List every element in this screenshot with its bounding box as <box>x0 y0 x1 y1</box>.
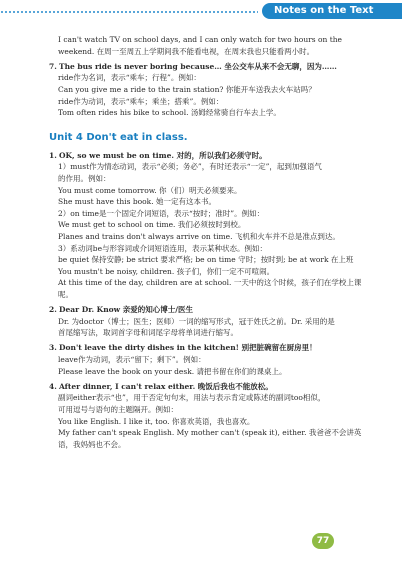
text-line: I can't watch TV on school days, and I can only watch for two hours on the <box>58 35 342 44</box>
text-line: Planes and trains don't always arrive on time. 飞机和火车并不总是准点到达。 <box>58 231 340 241</box>
unit-heading: Unit 4 Don't eat in class. <box>49 131 188 143</box>
note-number: 4. <box>49 381 57 391</box>
note-number: 7. <box>49 61 57 71</box>
header-dotted-rule <box>0 11 258 13</box>
text-line: 的作用。例如： <box>58 173 111 183</box>
note-heading <box>49 61 367 73</box>
note-heading-text: Don't leave the dirty dishes in the kitchen! 别把脏碗留在厨房里！ <box>59 343 317 353</box>
text-line: Can you give me a ride to the train station? 你能开车送我去火车站吗？ <box>58 84 316 94</box>
text-line: She must have this book. 她一定有这本书。 <box>58 197 216 207</box>
text-line: You must come tomorrow. 你（们）明天必须要来。 <box>58 185 242 195</box>
note-item-7 <box>49 61 367 119</box>
text-line: Tom often rides his bike to school. 汤姆经常骑自行车去上学。 <box>58 108 281 118</box>
note-heading-text: After dinner, I can't relax either. 晚饭后我也不能放松。 <box>59 381 273 391</box>
note-number: 1. <box>49 150 57 160</box>
text-line: 首尾缩写法，取词首字母和词尾字母将单词进行缩写。 <box>58 328 238 338</box>
text-line: ride作为名词，表示“乘车；行程”。例如： <box>58 73 201 83</box>
text-line: 1）must作为情态动词，表示“必须；务必”，有时还表示“一定”，起到加强语气 <box>58 162 322 172</box>
note-heading-text: OK, so we must be on time. 对的，所以我们必须守时。 <box>59 150 267 160</box>
note-heading <box>49 304 367 316</box>
text-line: weekend. 在周一至周五上学期间我不能看电视，在周末我也只能看两小时。 <box>58 46 315 56</box>
note-body <box>49 316 367 339</box>
text-line: leave作为动词，表示“留下；剩下”。例如： <box>58 355 206 365</box>
note-number: 3. <box>49 343 57 353</box>
text-line: ride作为动词，表示“乘车；乘坐；搭乘”。例如： <box>58 96 224 106</box>
note-body <box>49 72 367 118</box>
text-line: be quiet 保持安静; be strict 要求严格; be on time 守时；按时到; be at work 在上班 <box>58 255 354 265</box>
continuation-paragraph <box>49 34 367 57</box>
note-heading <box>49 342 367 354</box>
text-line: You like English. I like it, too. 你喜欢英语，我也喜欢。 <box>58 416 255 426</box>
note-item-4 <box>49 381 367 451</box>
text-line: Dr. 为doctor（博士；医生；医师）一词的缩写形式，冠于姓氏之前。Dr. 采用的是 <box>58 316 335 326</box>
text-line: 可用逗号与语句的主题隔开。例如： <box>58 405 178 414</box>
note-body <box>49 392 367 450</box>
note-body <box>49 161 367 300</box>
text-line: 语，我妈妈也不会。 <box>58 439 126 449</box>
note-heading <box>49 150 367 162</box>
note-heading <box>49 381 367 393</box>
text-line: We must get to school on time. 我们必须按时到校。 <box>58 220 246 230</box>
page-header <box>0 0 402 22</box>
page-number-badge: 77 <box>312 533 334 549</box>
note-heading-text: Dear Dr. Know 亲爱的知心博士/医生 <box>59 305 193 315</box>
text-line: Please leave the book on your desk. 请把书留在你们的课桌上。 <box>58 366 287 376</box>
note-item-1 <box>49 150 367 301</box>
text-line: You mustn't be noisy, children. 孩子们，你们一定不可喧闹。 <box>58 266 275 276</box>
note-heading-text: The bus ride is never boring because… 坐公交车从来不会无聊，因为…… <box>59 61 337 71</box>
text-line: 副词either表示“也”，用于否定句句末，用法与表示肯定或陈述的副词too相似， <box>58 393 326 403</box>
text-line: My father can't speak English. My mother can't (speak it), either. 我爸爸不会讲英 <box>58 428 362 438</box>
note-number: 2. <box>49 305 57 315</box>
note-item-2 <box>49 304 367 339</box>
text-line: 3）系动词be与形容词或介词短语连用，表示某种状态。例如： <box>58 243 268 253</box>
notes-content <box>49 34 367 454</box>
note-item-3 <box>49 342 367 377</box>
header-title: Notes on the Text <box>274 5 374 16</box>
text-line: At this time of the day, children are at school. 一天中的这个时候，孩子们在学校上课呢。 <box>58 278 362 299</box>
note-body <box>49 354 367 377</box>
text-line: 2）on time是一个固定介词短语，表示“按时；准时”。例如： <box>58 208 265 218</box>
